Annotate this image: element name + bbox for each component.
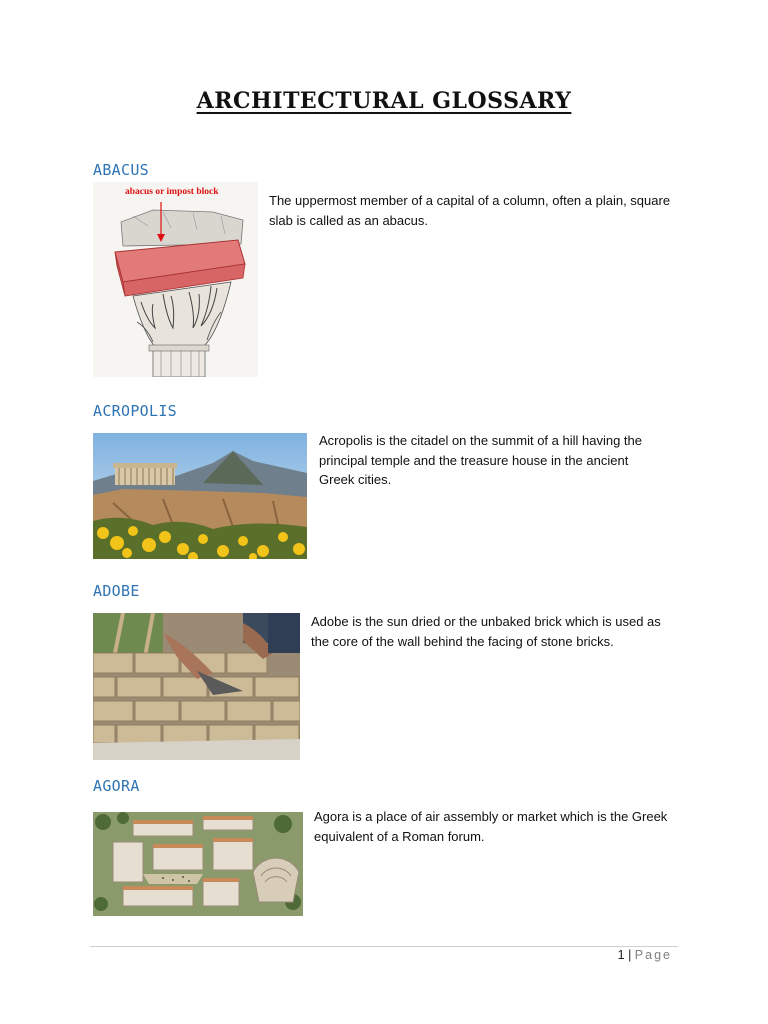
term-agora: AGORA (93, 777, 140, 795)
adobe-photo (93, 613, 300, 760)
page-footer (618, 948, 672, 962)
page-title (0, 88, 768, 114)
term-acropolis: ACROPOLIS (93, 402, 177, 420)
abacus-illustration (93, 182, 258, 377)
footer-divider (90, 946, 678, 947)
agora-description: Agora is a place of air assembly or market which is the Greek equivalent of a Roman forum. (314, 809, 668, 844)
term-abacus: ABACUS (93, 161, 149, 179)
acropolis-image (93, 433, 307, 559)
adobe-description: Adobe is the sun dried or the unbaked brick which is used as the core of the wall behind the facing of stone bricks. (311, 614, 661, 649)
abacus-description: The uppermost member of a capital of a column, often a plain, square slab is called as an abacus. (269, 193, 671, 228)
term-adobe: ADOBE (93, 582, 140, 600)
agora-image (93, 812, 303, 916)
footer-separator: | (628, 948, 632, 962)
abacus-image (93, 182, 258, 377)
acropolis-photo (93, 433, 307, 559)
acropolis-description: Acropolis is the citadel on the summit of a hill having the principal temple and the treasure house in the ancient Greek cities. (319, 433, 643, 487)
adobe-image (93, 613, 300, 760)
page-label: Page (634, 948, 672, 962)
agora-illustration (93, 812, 303, 916)
page-number: 1 (617, 948, 625, 962)
abacus-image-label: abacus or impost block (125, 187, 219, 197)
page-title-text: ARCHITECTURAL GLOSSARY (196, 88, 572, 114)
